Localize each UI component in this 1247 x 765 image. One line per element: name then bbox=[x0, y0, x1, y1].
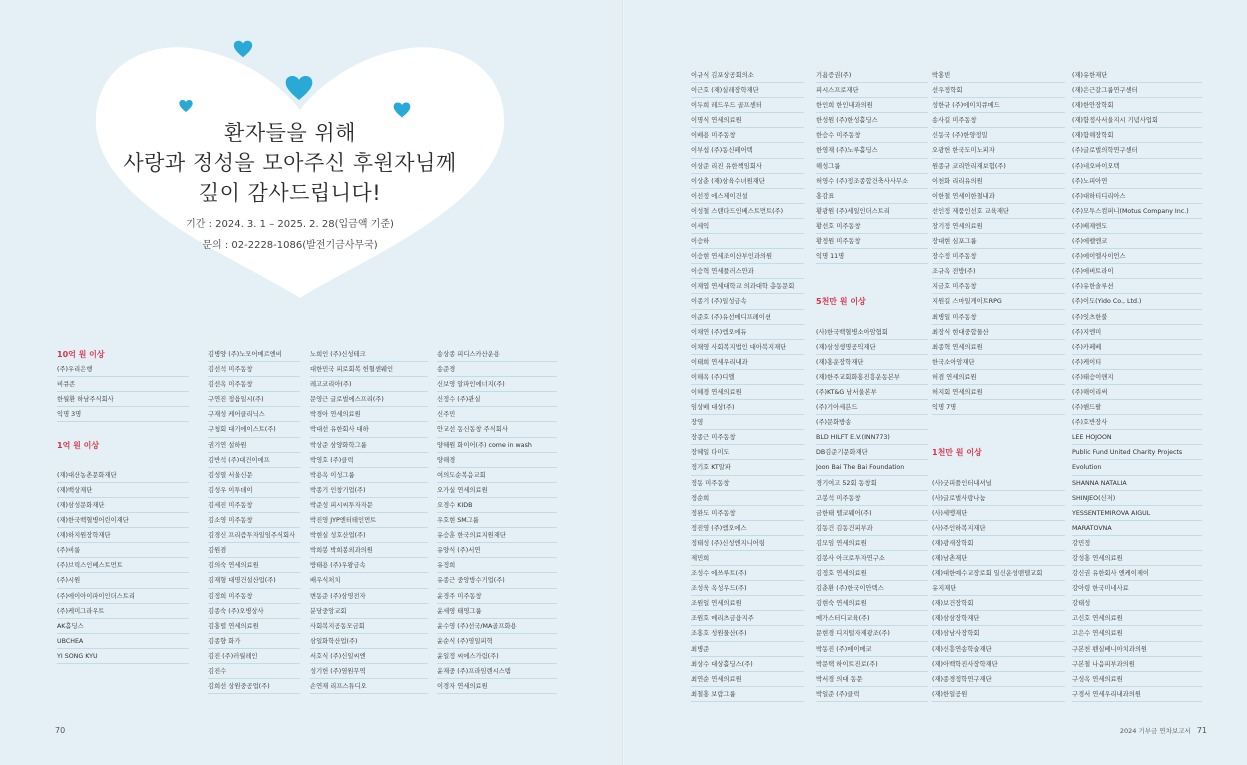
donor-entry: (주)에이엘사이언스 bbox=[1072, 249, 1202, 264]
donor-entry: 구재성 케어클리닉스 bbox=[208, 407, 300, 422]
donor-column bbox=[691, 68, 804, 702]
donor-entry: 배우식처치 bbox=[310, 573, 428, 588]
donor-entry: 안교선 동신동창 주식회사 bbox=[437, 422, 557, 437]
donor-entry: 오광헌 한국도미노피자 bbox=[932, 143, 1065, 158]
donor-entry: 김홍렬 연세의료원 bbox=[208, 619, 300, 634]
donor-entry: 여의도순복음교회 bbox=[437, 468, 557, 483]
donor-entry: 한영재 (주)노루홀딩스 bbox=[816, 143, 928, 158]
donor-entry: (주)유한솔루션 bbox=[1072, 279, 1202, 294]
donor-entry: MARATOVNA bbox=[1072, 521, 1202, 536]
donor-entry: 고봉석 미주동창 bbox=[816, 491, 928, 506]
donor-entry: 유양식 (주)서연 bbox=[437, 543, 557, 558]
donor-entry: 최연순 연세의료원 bbox=[691, 672, 804, 687]
donor-entry: 기욤증권(주) bbox=[816, 68, 928, 83]
donor-entry: 대한민국 피로회복 헌혈센웨인 bbox=[310, 362, 428, 377]
donor-entry: 장대현 심포그룹 bbox=[932, 234, 1065, 249]
donor-entry: YESSENTEMIROVA AIGUL bbox=[1072, 506, 1202, 521]
donor-entry: 김종숙 (주)오병상사 bbox=[208, 604, 300, 619]
donor-entry: 박영호 (주)클럭 bbox=[310, 453, 428, 468]
donor-entry: (재)광새장학회 bbox=[932, 536, 1065, 551]
donor-entry: 구성옥 연세의료원 bbox=[1072, 672, 1202, 687]
donor-entry: 이상춘 (재)삼육수녀원재단 bbox=[691, 174, 804, 189]
donor-entry: 박상준 삼양화학그룹 bbox=[310, 438, 428, 453]
donor-entry: (사)세맹재단 bbox=[932, 506, 1065, 521]
donor-entry: (재)보건장학회 bbox=[932, 596, 1065, 611]
donor-entry: (주)호반장사 bbox=[1072, 415, 1202, 430]
donor-entry: (재)삼성문화재단 bbox=[57, 498, 189, 513]
donor-entry: 신주민 bbox=[437, 407, 557, 422]
donor-entry: 김동건 김동건피부과 bbox=[816, 521, 928, 536]
donor-entry: SHINJEO(신저) bbox=[1072, 491, 1202, 506]
donor-entry: (재)남촌재단 bbox=[932, 551, 1065, 566]
donor-entry: 방태용 (주)우왕금속 bbox=[310, 558, 428, 573]
donor-entry: 오가실 연세의료원 bbox=[437, 483, 557, 498]
donor-column bbox=[1072, 68, 1202, 702]
donor-entry: (주)우리은행 bbox=[57, 362, 189, 377]
donor-entry: 김반석 (주)대건이에프 bbox=[208, 453, 300, 468]
donor-entry: 김병양 (주)노모어메르엔비 bbox=[208, 347, 300, 362]
donor-entry: 한월환 하남주식회사 bbox=[57, 392, 189, 407]
donor-entry: 노희인 (주)신성테크 bbox=[310, 347, 428, 362]
donor-entry: YI SONG KYU bbox=[57, 649, 189, 664]
donor-entry: 김봉사 아크로투자연구소 bbox=[816, 551, 928, 566]
donor-entry: 성한규 (주)에이치큐메드 bbox=[932, 98, 1065, 113]
donor-entry: (주)해이리써 bbox=[1072, 385, 1202, 400]
hero-title-line: 환자들을 위해 bbox=[224, 121, 356, 145]
donor-entry: 조규옥 전방(주) bbox=[932, 264, 1065, 279]
donor-entry: (주)케미그라우트 bbox=[57, 604, 189, 619]
donor-entry: (주)대하티디리아스 bbox=[1072, 189, 1202, 204]
donor-entry: 이혜경 연세의료원 bbox=[691, 385, 804, 400]
donor-entry: 금한태 텔코웨어(주) bbox=[816, 506, 928, 521]
donor-entry: Public Fund United Charity Projects bbox=[1072, 445, 1202, 460]
donor-entry: 익명 3명 bbox=[57, 407, 189, 422]
donor-entry: 지원길 스마일게이트RPG bbox=[932, 294, 1065, 309]
donor-entry: 비큐존 bbox=[57, 377, 189, 392]
donor-entry: 최병준 bbox=[691, 642, 804, 657]
donor-entry: 강태성 bbox=[1072, 596, 1202, 611]
tiny-heart-icon bbox=[178, 98, 194, 114]
donor-entry: 김세진 미주동창 bbox=[208, 498, 300, 513]
donor-entry: 이근호 (재)실래장학재단 bbox=[691, 83, 804, 98]
donor-entry: (주)태승이앤지 bbox=[1072, 370, 1202, 385]
donor-entry: (주)케이티 bbox=[1072, 355, 1202, 370]
donor-entry: (재)한주교회화홍진흥운동본부 bbox=[816, 370, 928, 385]
donor-entry: (재)홍운장학재단 bbox=[816, 355, 928, 370]
donor-entry: 윤수영 (주)선국/MA골프화용 bbox=[437, 619, 557, 634]
donor-entry: 송준경 bbox=[437, 362, 557, 377]
donor-entry: 삼일화학산업(주) bbox=[310, 634, 428, 649]
donor-entry: 구청회 대기에이스트(주) bbox=[208, 422, 300, 437]
donor-column bbox=[208, 347, 300, 694]
donor-entry: Joon Bai The Bai Foundation bbox=[816, 460, 928, 475]
donor-entry: 유종근 중앙방수기업(주) bbox=[437, 573, 557, 588]
donor-entry: 이세익 bbox=[691, 219, 804, 234]
donor-entry: 이선정 에스제이건설 bbox=[691, 189, 804, 204]
donor-entry: 유승훈 한국의료지원재단 bbox=[437, 528, 557, 543]
donor-entry: 최종혁 연세의료원 bbox=[932, 340, 1065, 355]
donor-entry: 제민희 bbox=[691, 551, 804, 566]
donor-entry: 김성우 이투데이 bbox=[208, 483, 300, 498]
donor-entry: (주)문화방송 bbox=[816, 415, 928, 430]
spacer bbox=[57, 422, 189, 437]
donor-entry: 신보영 알파인에너지(주) bbox=[437, 377, 557, 392]
donor-entry: 윤일정 씨에스가림(주) bbox=[437, 649, 557, 664]
donor-entry: (사)굿피플인터내셔널 bbox=[932, 476, 1065, 491]
donor-entry: (주)지엔미 bbox=[1072, 325, 1202, 340]
donor-entry: DB김준기문화재단 bbox=[816, 445, 928, 460]
donor-entry: 허지회 연세의료원 bbox=[932, 385, 1065, 400]
footer-right bbox=[1120, 726, 1207, 735]
donor-entry: (주)브릭스인베스트먼트 bbox=[57, 558, 189, 573]
donor-entry: 고신호 연세의료원 bbox=[1072, 611, 1202, 626]
donor-entry: 이성철 스탠다드인베스트먼트(주) bbox=[691, 204, 804, 219]
donor-entry: (주)에이아이파이인더스트리 bbox=[57, 589, 189, 604]
donor-entry: 강신권 유한회사 엔케이제이 bbox=[1072, 566, 1202, 581]
donor-entry: (사)한국백혈병소아암협회 bbox=[816, 325, 928, 340]
donor-entry: 양혜원 화이어(주) come in wash bbox=[437, 438, 557, 453]
donor-entry: 윤경주 미주동창 bbox=[437, 589, 557, 604]
donor-entry: (주)핸드팔 bbox=[1072, 400, 1202, 415]
donor-entry: 박종기 인창기업(주) bbox=[310, 483, 428, 498]
donor-entry: 박대선 유한회사 대하 bbox=[310, 422, 428, 437]
donor-entry: 선우정학회 bbox=[932, 83, 1065, 98]
donor-entry: 조원일 연세의료원 bbox=[691, 596, 804, 611]
donor-entry: 김현숙 연세의료원 bbox=[816, 596, 928, 611]
spacer bbox=[932, 460, 1065, 475]
donor-entry: 김재형 대명건설산업(주) bbox=[208, 573, 300, 588]
donor-entry: 윤세영 태영그룹 bbox=[437, 604, 557, 619]
donor-entry: 성기헌 (주)염원무역 bbox=[310, 664, 428, 679]
donor-entry: (재)아백학진사장학재단 bbox=[932, 657, 1065, 672]
donor-entry: (주)글로벌의학연구센터 bbox=[1072, 143, 1202, 158]
donor-entry: 허영수 (주)정조종합건축사사무소 bbox=[816, 174, 928, 189]
donor-entry: (주)에펠엔코 bbox=[1072, 234, 1202, 249]
donor-entry: (주)비룸 bbox=[57, 543, 189, 558]
donor-entry: 박현실 성호산업(주) bbox=[310, 528, 428, 543]
donor-entry: 한인희 한인내과의원 bbox=[816, 98, 928, 113]
donor-entry: 이배용 미주동창 bbox=[691, 128, 804, 143]
donor-entry: (재)하지원장학재단 bbox=[57, 528, 189, 543]
donor-entry: 강아령 한국미네사료 bbox=[1072, 581, 1202, 596]
donor-entry: 사회복지공동모금회 bbox=[310, 619, 428, 634]
donor-entry: 이채연 (주)엠오에듀 bbox=[691, 325, 804, 340]
contact-text: 문의 : 02-2228-1086(발전기금사무국) bbox=[202, 240, 378, 251]
donor-entry: (사)주인하복지재단 bbox=[932, 521, 1065, 536]
section-heading: 1천만 원 이상 bbox=[932, 448, 982, 458]
donor-entry: 조홍호 성원물산(주) bbox=[691, 626, 804, 641]
donor-entry: 이천화 리리유의원 bbox=[932, 174, 1065, 189]
donor-entry: 장기정 연세의료원 bbox=[932, 219, 1065, 234]
donor-entry: 문현경 디지털자제광조(주) bbox=[816, 626, 928, 641]
donor-entry: 피시스프로재단 bbox=[816, 83, 928, 98]
donor-entry: SHANNA NATALIA bbox=[1072, 476, 1202, 491]
donor-entry: 정태성 (주)신성엔지니어링 bbox=[691, 536, 804, 551]
donor-entry: 이종기 (주)일성금속 bbox=[691, 294, 804, 309]
donor-entry: 한승수 미주동창 bbox=[816, 128, 928, 143]
donor-entry: 장혜일 다미도 bbox=[691, 445, 804, 460]
donor-entry: 정기호 KT알파 bbox=[691, 460, 804, 475]
donor-entry: 정순희 bbox=[691, 491, 804, 506]
donor-entry: 구연진 정읍일시(주) bbox=[208, 392, 300, 407]
donor-entry: (주)모투스컴퍼니(Motus Company Inc.) bbox=[1072, 204, 1202, 219]
donor-entry: 김정호 연세의료원 bbox=[816, 566, 928, 581]
donor-entry: 박진영 JYP엔터테인먼트 bbox=[310, 513, 428, 528]
donor-entry: 레고코리아(주) bbox=[310, 377, 428, 392]
donor-entry: 권기연 설하원 bbox=[208, 438, 300, 453]
donor-entry: (재)한일공원 bbox=[932, 687, 1065, 702]
donor-entry: 김경신 프리즘투자일임주식회사 bbox=[208, 528, 300, 543]
donor-entry: 구본철 나음피부과의원 bbox=[1072, 657, 1202, 672]
donor-entry: 박경아 연세의료원 bbox=[310, 407, 428, 422]
donor-entry: 김소영 미주동창 bbox=[208, 513, 300, 528]
donor-entry: 장종근 미주동창 bbox=[691, 430, 804, 445]
donor-entry: 박서경 의대 동문 bbox=[816, 672, 928, 687]
donor-entry: 경기여고 52회 동창회 bbox=[816, 476, 928, 491]
spacer bbox=[816, 279, 928, 294]
donor-entry: 신정수 (주)관실 bbox=[437, 392, 557, 407]
donor-entry: 최철홍 보람그룹 bbox=[691, 687, 804, 702]
donor-entry: (주)배재엔도 bbox=[1072, 219, 1202, 234]
donor-entry: 김선석 미주동창 bbox=[208, 362, 300, 377]
donor-entry: 이두희 레드우드 골프센터 bbox=[691, 98, 804, 113]
period-text: 기간 : 2024. 3. 1 – 2025. 2. 28(입금액 기준) bbox=[186, 219, 394, 230]
donor-entry: BLD HILFT E.V.(INN773) bbox=[816, 430, 928, 445]
donor-column bbox=[932, 68, 1065, 702]
spacer bbox=[57, 453, 189, 468]
spacer bbox=[932, 415, 1065, 430]
donor-column bbox=[816, 68, 928, 702]
section-heading: 5천만 원 이상 bbox=[816, 297, 866, 307]
donor-entry: (재)종경정학연구재단 bbox=[932, 672, 1065, 687]
donor-entry: 임상배 대상(주) bbox=[691, 400, 804, 415]
donor-entry: 황광원 (주)세일인더스트리 bbox=[816, 204, 928, 219]
donor-entry: 조성수 에쓰루트(주) bbox=[691, 566, 804, 581]
donor-column bbox=[57, 347, 189, 664]
donor-entry: 양해경 bbox=[437, 453, 557, 468]
donor-entry: 서호식 (주)신일씨엔 bbox=[310, 649, 428, 664]
donor-entry: 선인정 제품인선호 교육재단 bbox=[932, 204, 1065, 219]
donor-entry: 이채영 사회복지법인 대아복지재단 bbox=[691, 340, 804, 355]
donor-entry: (주)이도(Yido Co., Ltd.) bbox=[1072, 294, 1202, 309]
donor-entry: 정진영 (주)엠오에스 bbox=[691, 521, 804, 536]
donor-entry: AK홀딩스 bbox=[57, 619, 189, 634]
donor-entry: 박일준 (주)클럭 bbox=[816, 687, 928, 702]
donor-entry: (주)카페베 bbox=[1072, 340, 1202, 355]
side-heart-icon bbox=[392, 100, 412, 120]
spacer bbox=[816, 310, 928, 325]
donor-entry: 김진수 bbox=[208, 664, 300, 679]
donor-entry: 이승혁 연세플러스안과 bbox=[691, 264, 804, 279]
donor-entry: (재)백상재단 bbox=[57, 483, 189, 498]
donor-entry: 이재엽 연세대학교 의과대학 총동문회 bbox=[691, 279, 804, 294]
spacer bbox=[932, 430, 1065, 445]
donor-entry: 오경수 KIDB bbox=[437, 498, 557, 513]
donor-entry: 박홍빈 bbox=[932, 68, 1065, 83]
donor-entry: 이상준 리진 유한책임회사 bbox=[691, 159, 804, 174]
donor-entry: 박동진 (주)메이메코 bbox=[816, 642, 928, 657]
donor-entry: 김선옥 미주동창 bbox=[208, 377, 300, 392]
donor-entry: 김모임 연세의료원 bbox=[816, 536, 928, 551]
donor-entry: 최병일 미주동창 bbox=[932, 310, 1065, 325]
donor-entry: 홍감표 bbox=[816, 189, 928, 204]
donor-entry: 최상수 대상홀딩스(주) bbox=[691, 657, 804, 672]
donor-entry: 이승현 연세조이산부인과의원 bbox=[691, 249, 804, 264]
donor-entry: 한국소아암재단 bbox=[932, 355, 1065, 370]
donor-entry: 김의숙 연세의료원 bbox=[208, 558, 300, 573]
donor-entry: 이승하 bbox=[691, 234, 804, 249]
donor-entry: 우호현 SM그룹 bbox=[437, 513, 557, 528]
donor-entry: (재)함정사서울지시 기념사업회 bbox=[1072, 113, 1202, 128]
donor-entry: 김종향 화가 bbox=[208, 634, 300, 649]
donor-entry: 문영근 글로벌에스프리(주) bbox=[310, 392, 428, 407]
donor-entry: UBCHEA bbox=[57, 634, 189, 649]
donor-column bbox=[437, 347, 557, 694]
donor-entry: (주)KT&G 남서울본부 bbox=[816, 385, 928, 400]
section-heading: 1억 원 이상 bbox=[57, 440, 100, 450]
donor-entry: 조성욱 옥성우드(주) bbox=[691, 581, 804, 596]
hero-title bbox=[110, 118, 470, 208]
donor-entry: 박문택 하이트진로(주) bbox=[816, 657, 928, 672]
donor-entry: 박용옥 이성그룹 bbox=[310, 468, 428, 483]
donor-entry: (재)한국백혈병어린이재단 bbox=[57, 513, 189, 528]
donor-entry: 정완도 미주동창 bbox=[691, 506, 804, 521]
donor-entry: 메가스터디교육(주) bbox=[816, 611, 928, 626]
spacer bbox=[816, 264, 928, 279]
hero-title-line: 사랑과 정성을 모아주신 후원자님께 bbox=[123, 151, 457, 175]
donor-entry: 한성원 (주)한성홀딩스 bbox=[816, 113, 928, 128]
small-heart-icon bbox=[232, 38, 254, 60]
donor-entry: 최장식 현대중합물산 bbox=[932, 325, 1065, 340]
donor-entry: 이한철 연세이한철내과 bbox=[932, 189, 1065, 204]
donor-entry: (주)기아세븐드 bbox=[816, 400, 928, 415]
donor-entry: 이규식 김포상공회의소 bbox=[691, 68, 804, 83]
donor-entry: 윤순식 (주)영일피혁 bbox=[437, 634, 557, 649]
report-label: 2024 기부금 연차보고서 bbox=[1119, 727, 1191, 735]
donor-entry: 장수정 미주동창 bbox=[932, 249, 1065, 264]
donor-entry: 구본천 펜실베니아치과의원 bbox=[1072, 642, 1202, 657]
hero-meta bbox=[140, 214, 440, 256]
donor-entry: 김원겸 bbox=[208, 543, 300, 558]
donor-entry: 정동 미주동창 bbox=[691, 476, 804, 491]
donor-entry: 변동준 (주)삼영전자 bbox=[310, 589, 428, 604]
donor-entry: 익명 7명 bbox=[932, 400, 1065, 415]
donor-entry: 송사길 미주동창 bbox=[932, 113, 1065, 128]
donor-entry: (재)함해장학회 bbox=[1072, 128, 1202, 143]
donor-entry: (재)대산농촌문화재단 bbox=[57, 468, 189, 483]
donor-entry: 손연재 리프스튜디오 bbox=[310, 679, 428, 694]
donor-entry: 허겸 연세의료원 bbox=[932, 370, 1065, 385]
donor-entry: (주)노피아연 bbox=[1072, 174, 1202, 189]
donor-entry: (재)대한예수교장로회 일신운성맨델교회 bbox=[932, 566, 1065, 581]
donor-entry: (재)삼삼장학재단 bbox=[932, 611, 1065, 626]
donor-entry: 이해옥 (주)디엘 bbox=[691, 370, 804, 385]
donor-entry: 김진 (주)러월레인 bbox=[208, 649, 300, 664]
donor-column bbox=[310, 347, 428, 694]
donor-entry: 이명식 연세의료원 bbox=[691, 113, 804, 128]
page-number-right: 71 bbox=[1196, 726, 1207, 735]
donor-entry: (주)잇츠한불 bbox=[1072, 310, 1202, 325]
donor-entry: 강성홍 연세의료원 bbox=[1072, 551, 1202, 566]
donor-entry: 유정희 bbox=[437, 558, 557, 573]
donor-entry: (사)글로벌사랑나눔 bbox=[932, 491, 1065, 506]
donor-entry: 김춘환 (주)한국이안텍스 bbox=[816, 581, 928, 596]
donor-entry: (주)에버트라이 bbox=[1072, 264, 1202, 279]
large-heart-icon bbox=[283, 72, 315, 104]
donor-entry: (재)한안장학회 bbox=[1072, 98, 1202, 113]
page-number-left: 70 bbox=[55, 726, 66, 735]
donor-entry: 해성그룹 bbox=[816, 159, 928, 174]
donor-entry: (재)삼남사장학회 bbox=[932, 626, 1065, 641]
donor-entry: 원종규 코리안리재보험(주) bbox=[932, 159, 1065, 174]
donor-entry: 유지재단 bbox=[932, 581, 1065, 596]
donor-entry: 강민정 bbox=[1072, 536, 1202, 551]
donor-entry: 구경서 연세우리내과의원 bbox=[1072, 687, 1202, 702]
donor-entry: 이태희 연세우리내과 bbox=[691, 355, 804, 370]
donor-entry: (재)유한재단 bbox=[1072, 68, 1202, 83]
donor-entry: 김희선 상원중공업(주) bbox=[208, 679, 300, 694]
donor-entry: 익명 11명 bbox=[816, 249, 928, 264]
donor-entry: 장영 bbox=[691, 415, 804, 430]
donor-entry: 박희봉 박희봉외과의원 bbox=[310, 543, 428, 558]
donor-entry: 황선호 미주동창 bbox=[816, 219, 928, 234]
donor-entry: Evolution bbox=[1072, 460, 1202, 475]
donor-entry: 김성열 서울신문 bbox=[208, 468, 300, 483]
donor-entry: 고은수 연세의료원 bbox=[1072, 626, 1202, 641]
donor-entry: (재)신흥연송학술재단 bbox=[932, 642, 1065, 657]
donor-entry: 지금호 미주동창 bbox=[932, 279, 1065, 294]
donor-entry: 신동국 (주)한양정밀 bbox=[932, 128, 1065, 143]
donor-entry: 송상종 피디스카산운용 bbox=[437, 347, 557, 362]
donor-entry: 박준성 피시씨투자자문 bbox=[310, 498, 428, 513]
hero-title-line: 깊이 감사드립니다! bbox=[198, 181, 382, 205]
donor-entry: 분당중앙교회 bbox=[310, 604, 428, 619]
donor-entry: 이경자 연세의료원 bbox=[437, 679, 557, 694]
donor-entry: 이준호 (주)유선메디프레이션 bbox=[691, 310, 804, 325]
donor-entry: 윤재중 (주)프라임렌시스템 bbox=[437, 664, 557, 679]
donor-entry: 조원호 메리츠금융지주 bbox=[691, 611, 804, 626]
donor-entry: (재)삼성생명공익재단 bbox=[816, 340, 928, 355]
donor-entry: (재)은근갈그룹연구센터 bbox=[1072, 83, 1202, 98]
donor-entry: 김정희 미주동창 bbox=[208, 589, 300, 604]
donor-entry: (주)시원 bbox=[57, 573, 189, 588]
donor-entry: 이부섭 (주)동신페어텍 bbox=[691, 143, 804, 158]
donor-entry: LEE HOJOON bbox=[1072, 430, 1202, 445]
section-heading: 10억 원 이상 bbox=[57, 350, 105, 359]
donor-entry: 황정원 미주동창 bbox=[816, 234, 928, 249]
donor-entry: (주)네오바이오텍 bbox=[1072, 159, 1202, 174]
